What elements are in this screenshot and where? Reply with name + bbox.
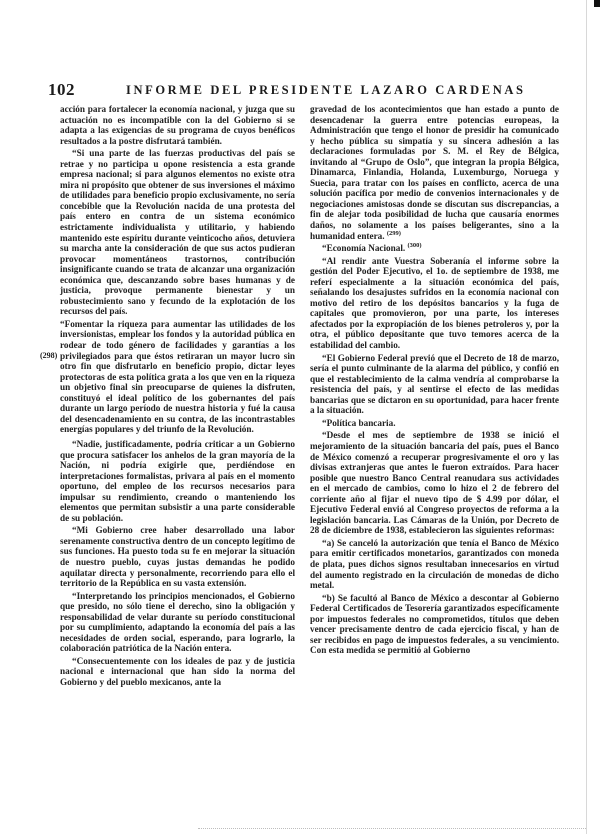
page-number: 102 xyxy=(48,80,75,99)
paragraph: “Al rendir ante Vuestra Soberanía el informe sobre la gestión del Poder Ejecutivo, el 1o. de septiembre de 1938, me referí especialmente a la situación económica del país, señalando los desajustes sufridos en la economía nacional con motivo del retiro de los depósitos bancarios y la fuga de capitales que promovieron, por una parte, los intereses afectados por la expropiación de los bienes petroleros y, por la otra, el público depositante que tuvo temores acerca de la estabilidad del cambio. xyxy=(310,255,559,351)
paragraph: “Fomentar la riqueza para aumentar las utilidades de los inversionistas, emplear los fondos y la autoridad pública en rodear de todo género de facilidades y garantías a los privilegiados para que éstos retiraran un mayor lucro sin otro fin que disfrutarlo en beneficio propio, dictar leyes protectoras de esta política grata a los que ven en la riqueza un objetivo final sin preocuparse de quienes la disfruten, constituyó el ideal político de los gobernantes del país durante un largo período de nuestra historia y fué la causa del desencadenamiento en su contra, de las incontrastables energías populares y del triunfo de la Revolución. xyxy=(60,318,295,435)
paragraph: “Desde el mes de septiembre de 1938 se inició el mejoramiento de la situación bancaria del país, pues el Banco de México comenzó a recuperar progresivamente el oro y las divisas extranjeras que antes le fueron extraídos. Para hacer posible que nuestro Banco Central reanudara sus actividades en el mercado de cambios, como lo hizo el 2 de febrero del corriente año al fijar el nuevo tipo de $ 4.99 por dólar, el Ejecutivo Federal envió al Congreso proyectos de reforma a la legislación bancaria. Las Cámaras de la Unión, por Decreto de 28 de diciembre de 1938, establecieron las siguientes reformas: xyxy=(310,430,559,536)
left-column xyxy=(60,104,295,688)
paragraph-text: gravedad de los acontecimientos que han estado a punto de desencadenar la guerra entre potencias europeas, la Administración que tengo el honor de presidir ha comunicado y hecho pública su simpatía y su sincera adhesión a las declaraciones formuladas por S. M. el Rey de Bélgica, invitando al “Grupo de Oslo”, que integran la propia Bélgica, Dinamarca, Finlandia, Holanda, Luxemburgo, Noruega y Suecia, para tratar con los países en conflicto, acerca de una solución pacífica por medio de convenios internacionales y de negociaciones amistosas donde se discutan sus discrepancias, a fin de alejar toda posibilidad de lucha que causaría enormes daños, no solamente a los países beligerantes, sino a la humanidad entera. xyxy=(310,104,559,241)
heading-text: “Economía Nacional. xyxy=(322,243,406,254)
section-heading: “Política bancaria. xyxy=(322,417,396,428)
paragraph: “El Gobierno Federal previó que el Decreto de 18 de marzo, sería el punto culminante de la alarma del público, y confió en que el restablecimiento de la calma vendría al comprobarse la resistencia del país, y al sentirse el efecto de las medidas bancarias que se dictaron en su oportunidad, para hacer frente a la situación. xyxy=(310,352,559,416)
footnote-ref: (299) xyxy=(386,229,401,237)
paragraph: “Consecuentemente con los ideales de paz y de justicia nacional e internacional que han sido la norma del Gobierno y del pueblo mexicanos, ante la xyxy=(60,655,295,687)
paragraph: “Nadie, justificadamente, podría criticar a un Gobierno que procura satisfacer los anhelos de la gran mayoría de la Nación, ni podría exigirle que, perdiéndose en interpretaciones formalistas, privara al país en el momento oportuno, del empleo de los recursos necesarios para impulsar su rendimiento, creando o manteniendo los elementos que permitan subsistir a una parte considerable de su población. xyxy=(60,438,295,523)
corner-mark xyxy=(594,0,600,7)
paragraph: “Mi Gobierno cree haber desarrollado una labor serenamente constructiva dentro de un concepto legítimo de sus funciones. Ha puesto toda su fe en mejorar la situación de nuestro pueblo, cuyas justas demandas he podido aquilatar directa y personalmente, recorriendo para ello el territorio de la República en su vasta extensión. xyxy=(60,525,295,589)
section-heading xyxy=(310,243,559,254)
right-column xyxy=(310,104,559,656)
paragraph: “b) Se facultó al Banco de México a descontar al Gobierno Federal Certificados de Tesorería garantizados específicamente por impuestos federales no comprometidos, títulos que deben vencer precisamente dentro de cada ejercicio fiscal, y han de ser recibidos en pago de impuestos federales, a su vencimiento. Con esta medida se permitió al Gobierno xyxy=(310,592,559,656)
running-title: INFORME DEL PRESIDENTE LAZARO CARDENAS xyxy=(126,83,526,97)
page-edge xyxy=(586,0,587,834)
paragraph: “Interpretando los principios mencionados, el Gobierno que presido, no sólo tiene el derecho, sino la obligación y responsabilidad de velar durante su período constitucional por su cumplimiento, adaptando la economía del país a las necesidades de orden social, esperando, para lograrlo, la colaboración patriótica de la Nación entera. xyxy=(60,590,295,654)
paragraph: “Si una parte de las fuerzas productivas del país se retrae y no participa u opone resistencia a esta grande empresa nacional; si para algunos elementos no existe otra mira ni propósito que obtener de sus inversiones el máximo de utilidades para beneficio propio exclusivamente, no sería concebible que la Revolución nacida de una protesta del país entero en contra de un sistema económico estrictamente individualista y utilitario, y habiendo mantenido este espíritu durante veinticocho años, detuviera su marcha ante la consideración de que sus actos pudieran provocar momentáneos trastornos, contribución insignificante cuando se trata de alcanzar una organización económica que, descanzando sobre bases humanas y de justicia, provoque permanente bienestar y un robustecimiento sano y fecundo de la explotación de los recursos del país. xyxy=(60,148,295,317)
bottom-rule xyxy=(198,828,586,829)
paragraph: “a) Se canceló la autorización que tenía el Banco de México para emitir certificados monetarios, garantizados con moneda de plata, pues dichos signos resultaban innecesarios en virtud del aumento registrado en la circulación de monedas de dicho metal. xyxy=(310,537,559,591)
page-header xyxy=(48,80,562,102)
paragraph xyxy=(310,104,559,241)
paragraph: acción para fortalecer la economía nacional, y juzga que su actuación no es incompatible con la del Gobierno si se adapta a las exigencias de su programa de cuyos benéficos resultados a la postre disfrutará también. xyxy=(60,104,295,146)
footnote-ref: (300) xyxy=(407,242,422,250)
margin-footnote-ref: (298) xyxy=(40,351,58,360)
